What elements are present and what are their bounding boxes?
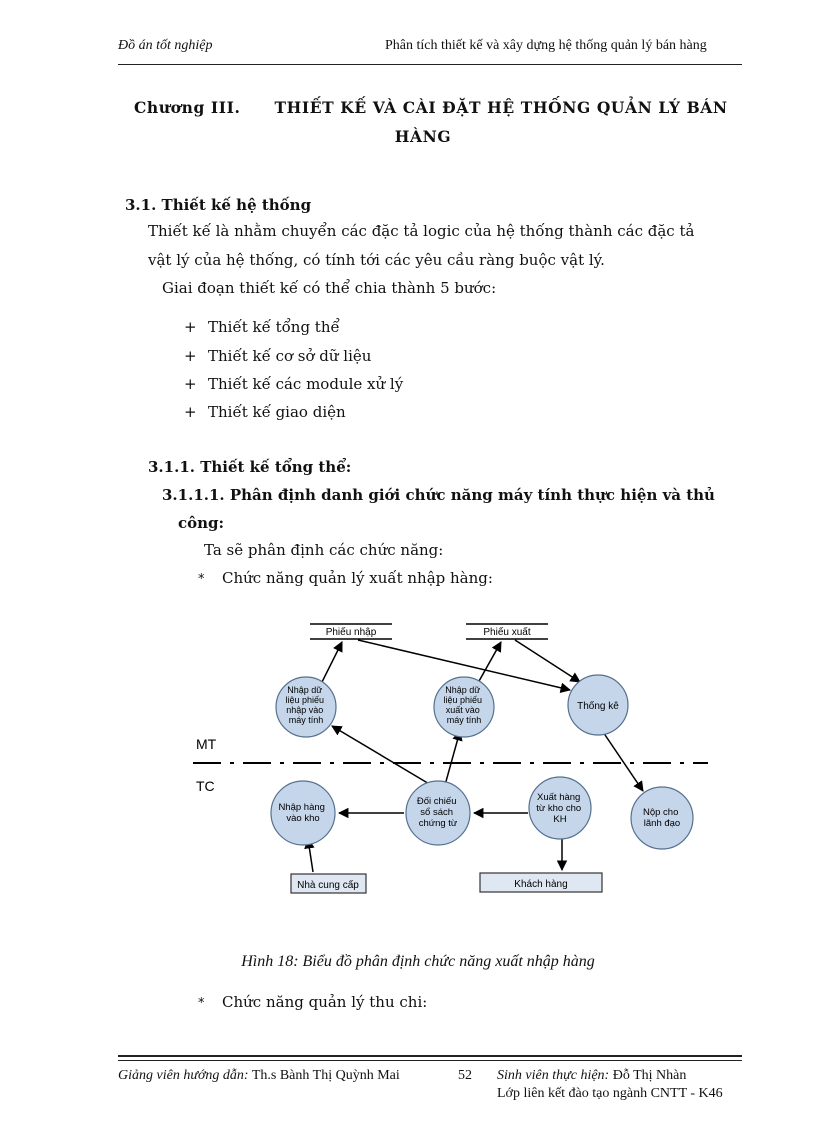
header-rule <box>118 64 742 65</box>
sub-subsection-heading: 3.1.1.1. Phân định danh giới chức năng máy tính thực hiện và thủ <box>162 486 715 504</box>
svg-text:Khách hàng: Khách hàng <box>514 879 568 890</box>
chapter-label: Chương III. <box>134 98 241 117</box>
list-item: + Thiết kế các module xử lý <box>184 375 404 393</box>
header-right: Phân tích thiết kế và xây dựng hệ thống quản lý bán hàng <box>385 38 707 53</box>
page-number: 52 <box>458 1068 472 1083</box>
svg-text:Phiếu xuất: Phiếu xuất <box>483 627 531 638</box>
process-nhap-hang <box>271 781 335 845</box>
svg-text:Nhập dữ liệu phiếu: Nhập dữ liệu phiếu nhập vào máy tính <box>285 685 325 725</box>
process-nhap-du-lieu-phieu-nhap <box>276 677 336 737</box>
sub-subsection-heading-cont: công: <box>178 514 225 532</box>
list-item: + Thiết kế tổng thể <box>184 318 340 336</box>
svg-text:Thống kê: Thống kê <box>577 701 619 712</box>
plus-icon: + <box>184 347 197 365</box>
process-nop-lanh-dao <box>631 787 693 849</box>
footer-advisor: Giảng viên hướng dẫn: Th.s Bành Thị Quỳnh Mai <box>118 1068 400 1083</box>
chapter-title-line1: THIẾT KẾ VÀ CÀI ĐẶT HỆ THỐNG QUẢN LÝ BÁN <box>274 98 728 117</box>
entity-nha-cung-cap <box>291 874 366 893</box>
zone-label-tc: TC <box>196 778 215 794</box>
section-para1-line2: vật lý của hệ thống, có tính tới các yêu cầu ràng buộc vật lý. <box>148 251 605 269</box>
function-diagram <box>180 610 720 900</box>
intro-text: Ta sẽ phân định các chức năng: <box>204 541 444 559</box>
footer-rule <box>118 1055 742 1057</box>
process-doi-chieu <box>406 781 470 845</box>
process-xuat-hang <box>529 777 591 839</box>
plus-icon: + <box>184 318 197 336</box>
process-nhap-du-lieu-phieu-xuat <box>434 677 494 737</box>
chapter-title-line2: HÀNG <box>394 127 452 146</box>
plus-icon: + <box>184 403 197 421</box>
svg-text:Nhập dữ liệu phiếu: Nhập dữ liệu phiếu xuất vào máy tính <box>443 685 483 725</box>
header-left: Đồ án tốt nghiệp <box>118 38 213 53</box>
svg-text:Nhà cung cấp: Nhà cung cấp <box>297 880 359 891</box>
footer-class: Lớp liên kết đào tạo ngành CNTT - K46 <box>497 1086 723 1101</box>
section-heading: 3.1. Thiết kế hệ thống <box>125 196 312 214</box>
section-para2: Giai đoạn thiết kế có thể chia thành 5 bước: <box>162 279 497 297</box>
plus-icon: + <box>184 375 197 393</box>
item-thu-chi: * Chức năng quản lý thu chi: <box>198 993 428 1011</box>
svg-text:Phiếu nhập: Phiếu nhập <box>325 627 377 638</box>
zone-label-mt: MT <box>196 736 217 752</box>
asterisk-icon: * <box>198 572 205 587</box>
list-item: + Thiết kế giao diện <box>184 403 346 421</box>
footer-student: Sinh viên thực hiện: Đỗ Thị Nhàn <box>497 1068 687 1083</box>
footer-rule-thin <box>118 1060 742 1061</box>
svg-text:Đối chiếu sổ sách: Đối chiếu sổ sách chứng từ <box>416 796 458 829</box>
asterisk-icon: * <box>198 996 205 1011</box>
item-xuat-nhap: * Chức năng quản lý xuất nhập hàng: <box>198 569 493 587</box>
svg-text:Nhập hàng vào kho: Nhập hàng vào kho <box>278 802 325 824</box>
list-item: + Thiết kế cơ sở dữ liệu <box>184 347 372 365</box>
section-para1-line1: Thiết kế là nhằm chuyển các đặc tả logic của hệ thống thành các đặc tả <box>148 222 695 240</box>
store-phieu-nhap <box>310 624 392 639</box>
flow-arrows <box>308 640 643 872</box>
svg-text:Nộp cho lãnh đạo: Nộp cho lãnh đạo <box>642 807 681 829</box>
figure-caption: Hình 18: Biểu đồ phân định chức năng xuất nhập hàng <box>241 953 595 970</box>
chapter-title <box>134 98 728 117</box>
store-phieu-xuat <box>466 624 548 639</box>
entity-khach-hang <box>480 873 602 892</box>
subsection-heading: 3.1.1. Thiết kế tổng thể: <box>148 458 352 476</box>
process-thong-ke <box>568 675 628 735</box>
svg-text:Xuất hàng từ kho cho: Xuất hàng từ kho cho KH <box>536 792 582 825</box>
